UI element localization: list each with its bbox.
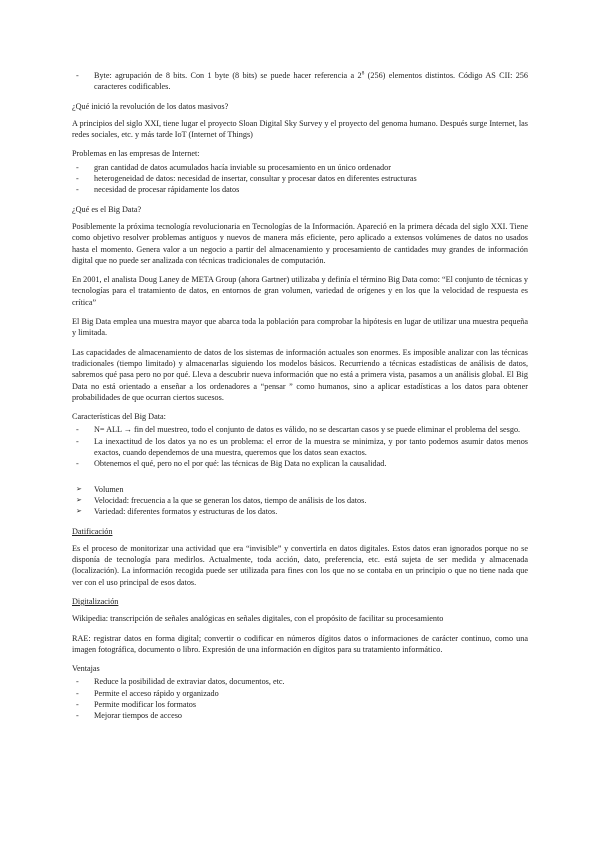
list-item [72, 70, 528, 93]
paragraph-bigdata-1: Posiblemente la próxima tecnología revolucionaria en Tecnologías de la Información. Apareció en la primera década del siglo XXI. Tiene como objetivo resolver problemas antiguos y nuevos de manera más eficiente, pero aplicado a extensos volúmenes de datos no usados hasta el momento. Genera valor a un negocio a partir del almacenamiento y procesamiento de cantidades muy grandes de información digital que no puede ser analizada con técnicas tradicionales de computación. [72, 221, 528, 265]
paragraph-bigdata-2: En 2001, el analista Doug Laney de META Group (ahora Gartner) utilizaba y definía el término Big Data como: “El conjunto de técnicas y tecnologías para el tratamiento de datos, en entornos de gran volumen, variedad de orígenes y en los que la velocidad de respuesta es crítica” [72, 275, 528, 307]
heading-caracteristicas: Características del Big Data: [72, 412, 166, 422]
list-item: ➢ Velocidad: frecuencia a la que se generan los datos, tiempo de análisis de los datos. [76, 495, 367, 505]
arrow-icon: ➢ [76, 495, 82, 504]
heading-problemas: Problemas en las empresas de Internet: [72, 149, 200, 159]
byte-list [72, 70, 528, 93]
paragraph-bigdata-3: El Big Data emplea una muestra mayor que abarca toda la población para comprobar la hipótesis en lugar de utilizar una muestra pequeña y limitada. [72, 317, 528, 338]
paragraph-datificacion: Es el proceso de monitorizar una actividad que era “invisible” y convertirla en datos digitales. Estos datos eran ignorados porque no se disponía de tecnología para medirlos. Actualmente, toda acción, dato, preferencia, etc. está sujeta de ser medida y almacenada (localización). La información recogida puede ser utilizada para fines con los que no se contaba en un principio o que no tiene nada que ver con el uso principal de esos datos. [72, 543, 528, 587]
vs-list [72, 484, 528, 518]
list-item: - N= ALL → fin del muestreo, todo el conjunto de datos es válido, no se descartan casos y se puede eliminar el problema del sesgo. [76, 425, 521, 435]
heading-datificacion: Datificación [72, 526, 113, 536]
arrow-icon: ➢ [76, 507, 82, 516]
heading-digitalizacion: Digitalización [72, 596, 119, 606]
list-item: ➢ Variedad: diferentes formatos y estructuras de los datos. [76, 507, 278, 517]
heading-revolucion: ¿Qué inició la revolución de los datos masivos? [72, 101, 229, 111]
problemas-list [72, 162, 528, 196]
paragraph-rae: RAE: registrar datos en forma digital; convertir o codificar en números dígitos datos o informaciones de carácter continuo, como una imagen fotográfica, documento o libro. Expresión de una información en dígitos para su tratamiento informático. [72, 633, 528, 654]
paragraph-wikipedia: Wikipedia: transcripción de señales analógicas en señales digitales, con el propósito de facilitar su procesamiento [72, 614, 444, 624]
list-item: ➢ Volumen [76, 484, 124, 494]
caracteristicas-list [72, 424, 528, 469]
byte-definition: Byte: agrupación de 8 bits. Con 1 byte (8 bits) se puede hacer referencia a $2^8$ (256) elementos distintos. Código AS CII: 256 caracteres codificables. [94, 70, 528, 92]
list-item: - Permite modificar los formatos [76, 700, 197, 710]
list-item: - Obtenemos el qué, pero no el por qué: las técnicas de Big Data no explican la causalidad. [76, 459, 387, 469]
heading-ventajas: Ventajas [72, 664, 100, 674]
dash-marker: - [76, 71, 79, 80]
list-item: - La inexactitud de los datos ya no es un problema: el error de la muestra se minimiza, y por tanto podemos asumir datos menos exactos, cuando dependemos de una muestra, queremos que los datos sean exactos. [76, 436, 528, 458]
list-item: - heterogeneidad de datos: necesidad de insertar, consultar y procesar datos en diferentes estructuras [76, 174, 417, 184]
list-item: - gran cantidad de datos acumulados hacía inviable su procesamiento en un único ordenador [76, 162, 391, 172]
list-item: - Permite el acceso rápido y organizado [76, 688, 219, 698]
paragraph-bigdata-4: Las capacidades de almacenamiento de datos de los sistemas de información actuales son enormes. Es imposible analizar con las técnicas tradicionales (tiempo limitado) y almacenarlas siguiendo los modelos básicos. Recurriendo a técnicas estadísticas de análisis de datos, sabremos qué pasa pero no por qué. Lleva a descubrir nueva información que no está a primera vista, pasamos a un análisis global. El Big Data no está orientado a enseñar a los ordenadores a “pensar ” como humanos, sino a aplicar estadísticas a los datos para obtener probabilidades de que ocurran ciertos sucesos. [72, 347, 528, 402]
list-item: - Reduce la posibilidad de extraviar datos, documentos, etc. [76, 677, 285, 687]
heading-bigdata: ¿Qué es el Big Data? [72, 204, 142, 214]
list-item: - necesidad de procesar rápidamente los datos [76, 185, 240, 195]
list-item: - Mejorar tiempos de acceso [76, 711, 182, 721]
paragraph-revolucion: A principios del siglo XXI, tiene lugar el proyecto Sloan Digital Sky Survey y el proyecto del genoma humano. Después surge Internet, las redes sociales, etc. y más tarde IoT (Internet of Things) [72, 118, 528, 140]
ventajas-list [72, 676, 528, 721]
arrow-icon: ➢ [76, 484, 82, 493]
exponent: 8 [361, 70, 365, 77]
